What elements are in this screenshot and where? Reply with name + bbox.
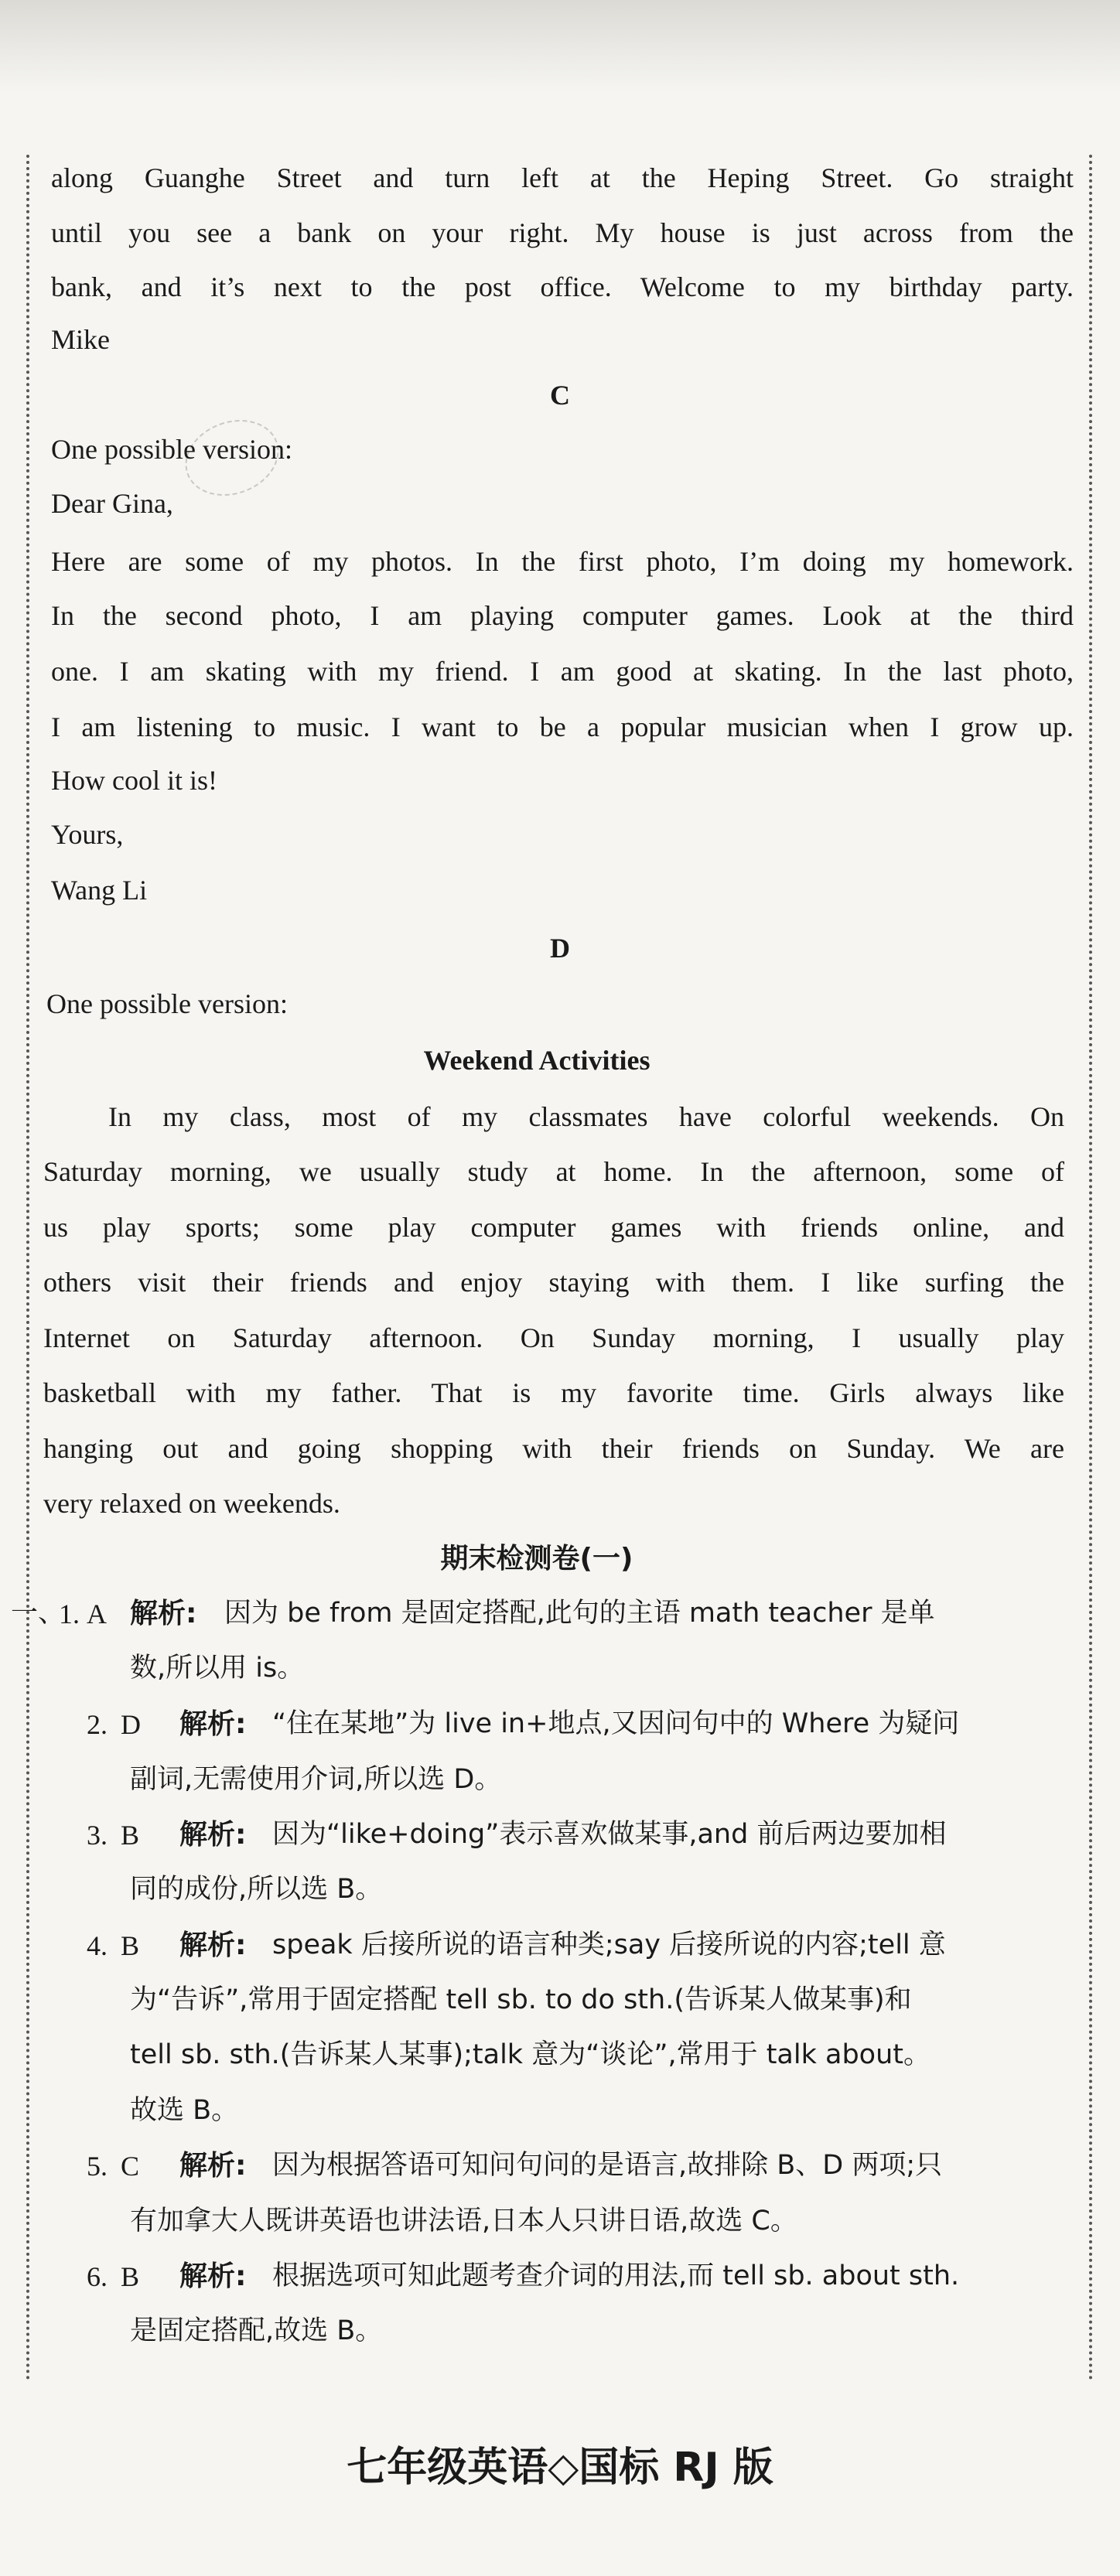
- text-line: others visit their friends and enjoy staying with them. I like surfing the: [43, 1267, 1064, 1298]
- essay-title: Weekend Activities: [423, 1045, 650, 1076]
- analysis-label: 解析:: [179, 1708, 247, 1740]
- analysis-text: 因为根据答语可知问句问的是语言,故排除 B、D 两项;只: [272, 2150, 943, 2181]
- analysis-text: 副词,无需使用介词,所以选 D。: [130, 1764, 502, 1795]
- section-heading-c: C: [550, 380, 570, 411]
- analysis-text: 故选 B。: [130, 2095, 239, 2126]
- section-heading-d: D: [550, 933, 570, 964]
- item-number: 1.: [59, 1598, 80, 1629]
- analysis-text: tell sb. sth.(告诉某人某事);talk 意为“谈论”,常用于 talk about。: [130, 2039, 930, 2070]
- item-choice: B: [121, 2261, 140, 2292]
- text-line: Internet on Saturday afternoon. On Sunday morning, I usually play: [43, 1322, 1064, 1353]
- analysis-text: 因为 be from 是固定搭配,此句的主语 math teacher 是单: [224, 1598, 935, 1629]
- analysis-text: “住在某地”为 live in+地点,又因问句中的 Where 为疑问: [272, 1708, 960, 1739]
- letter-signature: Mike: [51, 324, 110, 355]
- text-line: us play sports; some play computer games with friends online, and: [43, 1212, 1064, 1243]
- text-line: along Guanghe Street and turn left at the Heping Street. Go straight: [51, 162, 1074, 193]
- analysis-text: 根据选项可知此题考查介词的用法,而 tell sb. about sth.: [272, 2260, 960, 2291]
- text-line: basketball with my father. That is my favorite time. Girls always like: [43, 1377, 1064, 1408]
- right-margin-rule: [1089, 155, 1092, 2382]
- item-choice: D: [121, 1709, 141, 1740]
- analysis-text: 数,所以用 is。: [130, 1653, 305, 1684]
- analysis-label: 解析:: [179, 2150, 247, 2182]
- analysis-label: 解析:: [130, 1598, 197, 1629]
- part-label: 一、: [11, 1598, 66, 1629]
- item-number: 6.: [87, 2261, 108, 2292]
- item-number: 3.: [87, 1820, 108, 1851]
- version-intro: One possible version:: [46, 988, 288, 1019]
- item-number: 5.: [87, 2151, 108, 2182]
- item-choice: B: [121, 1820, 140, 1851]
- left-margin-rule: [26, 155, 29, 2382]
- text-line: How cool it is!: [51, 765, 217, 796]
- letter-signature: Wang Li: [51, 875, 148, 906]
- analysis-label: 解析:: [179, 2260, 247, 2292]
- text-line: until you see a bank on your right. My house is just across from the: [51, 217, 1074, 248]
- item-choice: C: [121, 2151, 140, 2182]
- item-number: 4.: [87, 1930, 108, 1961]
- text-line: hanging out and going shopping with their friends on Sunday. We are: [43, 1433, 1064, 1464]
- page-footer: 七年级英语◇国标 RJ 版: [347, 2445, 773, 2491]
- text-line: I am listening to music. I want to be a popular musician when I grow up.: [51, 711, 1074, 742]
- text-line: one. I am skating with my friend. I am good at skating. In the last photo,: [51, 656, 1074, 687]
- letter-closing: Yours,: [51, 819, 124, 850]
- analysis-text: 为“告诉”,常用于固定搭配 tell sb. to do sth.(告诉某人做某事)和: [130, 1984, 912, 2015]
- letter-greeting: Dear Gina,: [51, 488, 173, 519]
- analysis-text: 因为“like+doing”表示喜欢做某事,and 前后两边要加相: [272, 1819, 947, 1850]
- version-intro: One possible version:: [51, 434, 292, 465]
- text-line: bank, and it’s next to the post office. Welcome to my birthday party.: [51, 271, 1074, 302]
- text-line: In my class, most of my classmates have colorful weekends. On: [108, 1101, 1064, 1132]
- page-top-band: [0, 0, 1120, 93]
- text-line: Here are some of my photos. In the first photo, I’m doing my homework.: [51, 546, 1074, 577]
- exam-title: 期末检测卷(一): [440, 1543, 633, 1575]
- text-line: Saturday morning, we usually study at home. In the afternoon, some of: [43, 1156, 1064, 1187]
- analysis-text: 有加拿大人既讲英语也讲法语,日本人只讲日语,故选 C。: [130, 2206, 797, 2237]
- analysis-label: 解析:: [179, 1929, 247, 1961]
- analysis-text: 同的成份,所以选 B。: [130, 1874, 383, 1905]
- item-choice: B: [121, 1930, 140, 1961]
- item-choice: A: [87, 1598, 107, 1629]
- text-line: very relaxed on weekends.: [43, 1488, 340, 1519]
- item-number: 2.: [87, 1709, 108, 1740]
- analysis-label: 解析:: [179, 1819, 247, 1851]
- text-line: In the second photo, I am playing computer games. Look at the third: [51, 600, 1074, 631]
- analysis-text: speak 后接所说的语言种类;say 后接所说的内容;tell 意: [272, 1929, 946, 1960]
- analysis-text: 是固定搭配,故选 B。: [130, 2315, 383, 2346]
